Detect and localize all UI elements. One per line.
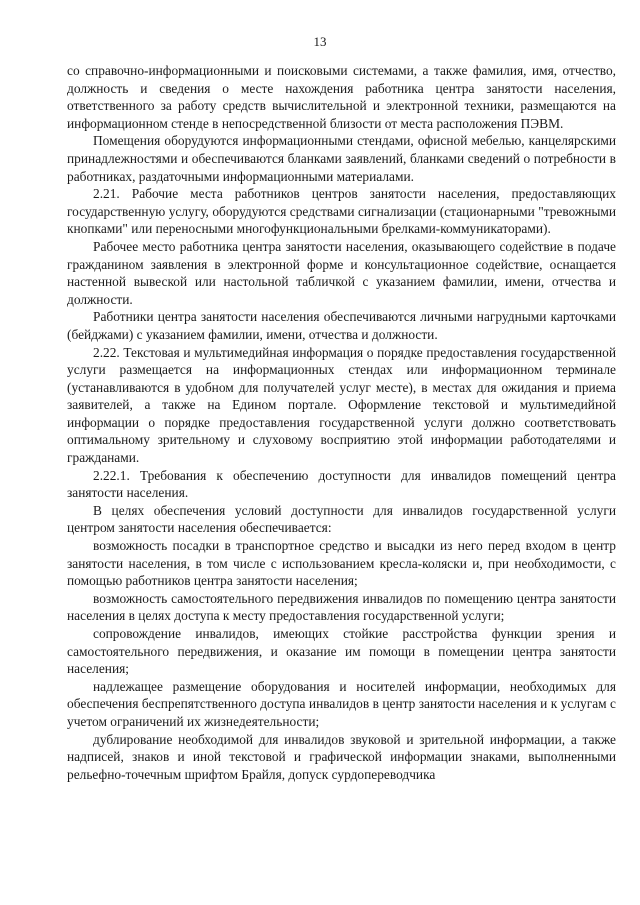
paragraph-continued: со справочно-информационными и поисковыми системами, а также фамилия, имя, отчество, должность и сведения о месте нахождения работника центра занятости населения, ответственного за работу средств вычислительной и электронной техники, размещаются на информационном стенде в непосредственной близости от места расположения ПЭВМ.: [67, 63, 616, 131]
list-item-escort: сопровождение инвалидов, имеющих стойкие расстройства функции зрения и самостоятельного передвижения, и оказание им помощи в помещении центра занятости населения;: [67, 626, 616, 677]
paragraph-workplace-signage: Рабочее место работника центра занятости населения, оказывающего содействие в подаче гражданином заявления в электронной форме и консультационное содействие, оснащается настенной вывеской или настольной табличкой с указанием фамилии, имени, отчества и должности.: [67, 238, 616, 307]
document-body: [67, 62, 616, 783]
page-number: 13: [313, 34, 327, 49]
paragraph-2-22-information: 2.22. Текстовая и мультимедийная информация о порядке предоставления государственной услуги размещается на информационных стендах или информационном терминале (устанавливаются в удобном для получателей услуг месте), в местах для ожидания и приема заявителей, а также на Едином портале. Оформление текстовой и мультимедийной информации о порядке предоставления государственной услуги должно соответствовать оптимальному зрительному и слуховому восприятию этой информации работодателями и гражданами.: [67, 344, 616, 466]
list-item-information-duplication: дублирование необходимой для инвалидов звуковой и зрительной информации, а также надписей, знаков и иной текстовой и графической информации знаками, выполненными рельефно-точечным шрифтом Брайля, допуск сурдопереводчика: [67, 731, 616, 782]
list-item-movement: возможность самостоятельного передвижения инвалидов по помещению центра занятости населения в целях доступа к месту предоставления государственной услуги;: [67, 590, 616, 624]
paragraph-accessibility-intro: В целях обеспечения условий доступности для инвалидов государственной услуги центром занятости населения обеспечивается:: [67, 502, 616, 536]
paragraph-2-21-workplaces: 2.21. Рабочие места работников центров занятости населения, предоставляющих государственную услугу, оборудуются средствами сигнализации (стационарными "тревожными кнопками" или переносными многофункциональными брелками-коммуникаторами).: [67, 186, 616, 237]
paragraph-2-22-1-accessibility: 2.22.1. Требования к обеспечению доступности для инвалидов помещений центра занятости населения.: [67, 467, 616, 501]
paragraph-badges: Работники центра занятости населения обеспечиваются личными нагрудными карточками (бейджами) с указанием фамилии, имени, отчества и должности.: [67, 309, 616, 342]
list-item-equipment-placement: надлежащее размещение оборудования и носителей информации, необходимых для обеспечения беспрепятственного доступа инвалидов в центр занятости населения и к услугам с учетом ограничений их жизнедеятельности;: [67, 678, 616, 729]
paragraph-premises-equipment: Помещения оборудуются информационными стендами, офисной мебелью, канцелярскими принадлежностями и обеспечиваются бланками заявлений, бланками сведений о потребности в работниках, раздаточными информационными материалами.: [67, 133, 616, 184]
list-item-transport: возможность посадки в транспортное средство и высадки из него перед входом в центр занятости населения, в том числе с использованием кресла-коляски и, при необходимости, с помощью работников центра занятости населения;: [67, 538, 616, 589]
